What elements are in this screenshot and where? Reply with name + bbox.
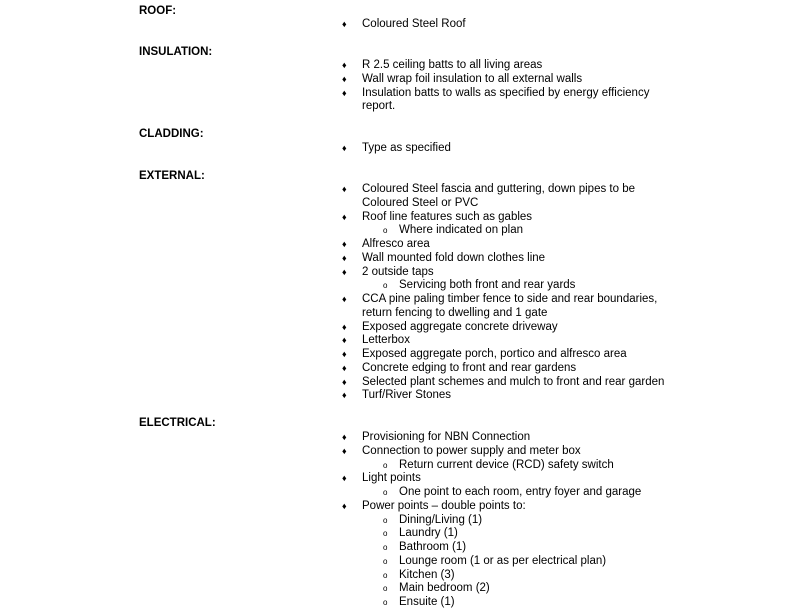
sub-list-item-text: Where indicated on plan bbox=[399, 224, 524, 237]
bullet-icon: ♦ bbox=[342, 239, 347, 249]
list-item-text: Light points bbox=[362, 472, 421, 485]
bullet-icon: ♦ bbox=[342, 335, 347, 346]
bullet-icon: ♦ bbox=[342, 211, 347, 222]
list-item-text: 2 outside taps bbox=[362, 265, 434, 278]
sub-bullet-icon: o bbox=[383, 529, 388, 539]
list-item-text: Selected plant schemes and mulch to front and rear garden bbox=[362, 375, 665, 388]
list-item-text: Exposed aggregate porch, portico and alfresco area bbox=[362, 348, 627, 360]
sub-list-item-text: One point to each room, entry foyer and garage bbox=[399, 486, 642, 498]
list-item-text: Connection to power supply and meter box bbox=[362, 444, 581, 457]
bullet-icon: ♦ bbox=[342, 184, 347, 194]
list-item-text: Coloured Steel Roof bbox=[362, 18, 466, 30]
section-heading: INSULATION: bbox=[139, 46, 213, 58]
list-item-text: Exposed aggregate concrete driveway bbox=[362, 320, 558, 333]
sub-bullet-icon: o bbox=[383, 226, 388, 236]
list-item-text: Wall wrap foil insulation to all external walls bbox=[362, 72, 583, 85]
list-item-text: Turf/River Stones bbox=[362, 389, 452, 402]
sub-bullet-icon: o bbox=[383, 460, 388, 470]
sub-bullet-icon: o bbox=[383, 598, 388, 607]
sub-list-item-text: Bathroom (1) bbox=[399, 541, 467, 553]
bullet-icon: ♦ bbox=[342, 143, 347, 153]
sub-bullet-icon: o bbox=[383, 543, 388, 552]
list-item-text: R 2.5 ceiling batts to all living areas bbox=[362, 59, 543, 71]
sub-bullet-icon: o bbox=[383, 570, 388, 580]
sub-list-item-text: Lounge room (1 or as per electrical plan) bbox=[399, 554, 607, 567]
bullet-icon: ♦ bbox=[342, 321, 347, 332]
sub-list-item-text: Servicing both front and rear yards bbox=[399, 279, 576, 292]
list-item-continuation-text: Coloured Steel or PVC bbox=[362, 196, 479, 209]
bullet-icon: ♦ bbox=[342, 266, 347, 277]
list-item-text: Wall mounted fold down clothes line bbox=[362, 251, 546, 264]
bullet-icon: ♦ bbox=[342, 390, 347, 401]
sub-list-item-text: Return current device (RCD) safety switch bbox=[399, 458, 614, 471]
list-item-continuation-text: return fencing to dwelling and 1 gate bbox=[362, 306, 548, 319]
list-item-text: Coloured Steel fascia and guttering, down pipes to be bbox=[362, 183, 635, 195]
sub-list-item-text: Main bedroom (2) bbox=[399, 582, 490, 595]
bullet-icon: ♦ bbox=[342, 19, 347, 29]
list-item-text: Insulation batts to walls as specified by energy efficiency bbox=[362, 86, 650, 99]
bullet-icon: ♦ bbox=[342, 362, 347, 373]
bullet-icon: ♦ bbox=[342, 87, 347, 98]
list-item-text: Provisioning for NBN Connection bbox=[362, 431, 531, 443]
list-item-text: Concrete edging to front and rear gardens bbox=[362, 361, 577, 374]
bullet-icon: ♦ bbox=[342, 60, 347, 70]
sub-list-item-text: Dining/Living (1) bbox=[399, 513, 483, 526]
bullet-icon: ♦ bbox=[342, 500, 347, 511]
bullet-icon: ♦ bbox=[342, 73, 347, 84]
bullet-icon: ♦ bbox=[342, 473, 347, 484]
list-item-continuation-text: report. bbox=[362, 100, 396, 113]
sub-bullet-icon: o bbox=[383, 488, 388, 497]
bullet-icon: ♦ bbox=[342, 376, 347, 387]
bullet-icon: ♦ bbox=[342, 349, 347, 359]
bullet-icon: ♦ bbox=[342, 294, 347, 304]
list-item-text: Alfresco area bbox=[362, 238, 430, 250]
list-item-text: Power points – double points to: bbox=[362, 499, 526, 512]
section-heading: CLADDING: bbox=[139, 128, 204, 140]
sub-bullet-icon: o bbox=[383, 556, 388, 566]
sub-list-item-text: Laundry (1) bbox=[399, 527, 458, 540]
sub-bullet-icon: o bbox=[383, 281, 388, 291]
bullet-icon: ♦ bbox=[342, 252, 347, 263]
bullet-icon: ♦ bbox=[342, 445, 347, 456]
bullet-icon: ♦ bbox=[342, 432, 347, 442]
list-item-text: Letterbox bbox=[362, 334, 410, 347]
section-heading: ELECTRICAL: bbox=[139, 417, 216, 429]
sub-list-item-text: Kitchen (3) bbox=[399, 568, 455, 581]
section-heading: ROOF: bbox=[139, 5, 177, 17]
list-item-text: Type as specified bbox=[362, 142, 451, 154]
sub-list-item-text: Ensuite (1) bbox=[399, 596, 455, 608]
list-item-text: Roof line features such as gables bbox=[362, 210, 533, 223]
sub-bullet-icon: o bbox=[383, 515, 388, 525]
sub-bullet-icon: o bbox=[383, 584, 388, 594]
list-item-text: CCA pine paling timber fence to side and rear boundaries, bbox=[362, 293, 658, 305]
section-heading: EXTERNAL: bbox=[139, 170, 205, 182]
